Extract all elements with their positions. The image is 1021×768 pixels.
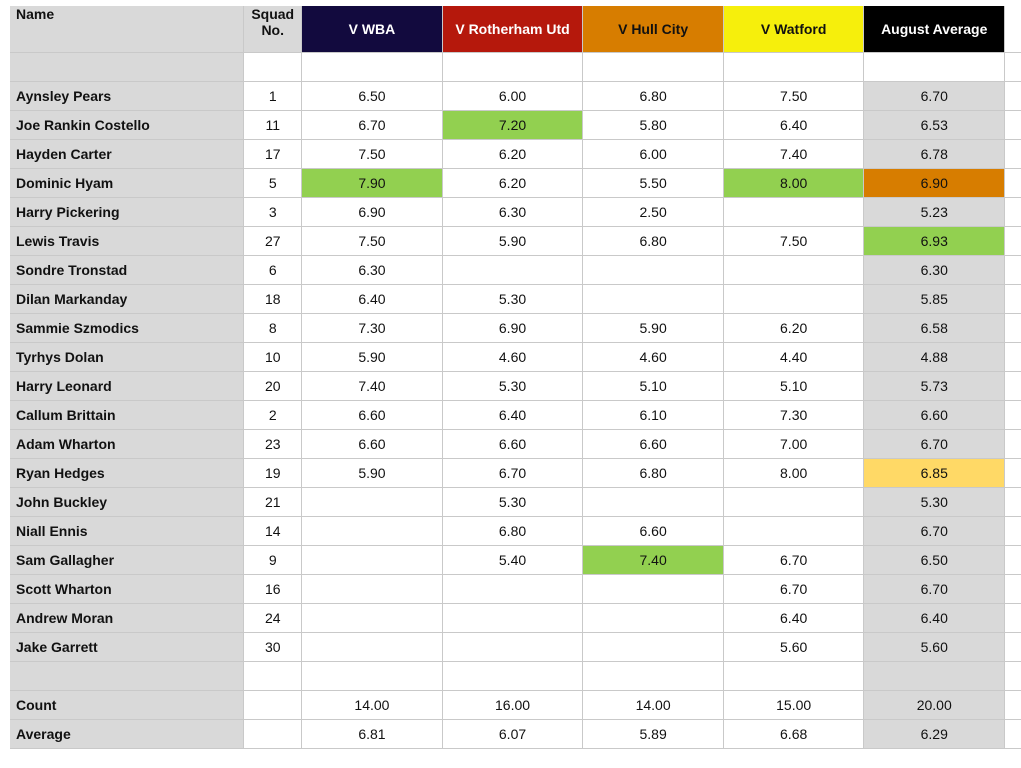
average-cell[interactable]: 5.23 <box>864 198 1005 227</box>
average-cell[interactable]: 6.85 <box>864 459 1005 488</box>
empty-column-cell[interactable] <box>1005 227 1021 256</box>
empty-column-cell[interactable] <box>1005 140 1021 169</box>
rating-cell[interactable]: 7.50 <box>723 82 864 111</box>
rating-cell[interactable] <box>442 256 583 285</box>
squad-number-cell[interactable]: 14 <box>244 517 302 546</box>
table-row <box>10 82 1021 111</box>
empty-column-cell[interactable] <box>1005 256 1021 285</box>
totals-row <box>10 720 1021 749</box>
totals-label-cell[interactable]: Average <box>10 720 244 749</box>
rating-cell[interactable] <box>442 575 583 604</box>
player-name-cell[interactable]: Sam Gallagher <box>10 546 244 575</box>
rating-cell[interactable]: 6.10 <box>583 401 724 430</box>
rating-cell[interactable]: 6.60 <box>302 401 443 430</box>
blank-row <box>10 662 1021 691</box>
average-cell[interactable]: 6.90 <box>864 169 1005 198</box>
player-name-cell[interactable]: Andrew Moran <box>10 604 244 633</box>
squad-number-cell[interactable]: 10 <box>244 343 302 372</box>
rating-cell[interactable]: 8.00 <box>723 169 864 198</box>
rating-cell[interactable]: 7.00 <box>723 430 864 459</box>
blank-rating-cell[interactable] <box>583 662 724 691</box>
blank-row <box>10 53 1021 82</box>
table-row <box>10 372 1021 401</box>
rating-cell[interactable]: 7.40 <box>302 372 443 401</box>
blank-rating-cell[interactable] <box>302 53 443 82</box>
rating-cell[interactable]: 6.50 <box>302 82 443 111</box>
blank-average-cell[interactable] <box>864 53 1005 82</box>
rating-cell[interactable]: 5.30 <box>442 372 583 401</box>
rating-cell[interactable]: 6.30 <box>442 198 583 227</box>
empty-column-cell[interactable] <box>1005 691 1021 720</box>
totals-squad-cell[interactable] <box>244 691 302 720</box>
rating-cell[interactable]: 6.70 <box>302 111 443 140</box>
table-row <box>10 256 1021 285</box>
empty-column-cell[interactable] <box>1005 53 1021 82</box>
rating-cell[interactable]: 6.70 <box>442 459 583 488</box>
rating-cell[interactable] <box>302 633 443 662</box>
empty-column-cell[interactable] <box>1005 111 1021 140</box>
player-name-cell[interactable]: Tyrhys Dolan <box>10 343 244 372</box>
player-name-cell[interactable]: John Buckley <box>10 488 244 517</box>
squad-number-cell[interactable]: 18 <box>244 285 302 314</box>
squad-number-cell[interactable]: 20 <box>244 372 302 401</box>
empty-column-cell[interactable] <box>1005 633 1021 662</box>
rating-cell[interactable]: 5.10 <box>723 372 864 401</box>
rating-cell[interactable] <box>583 604 724 633</box>
rating-cell[interactable]: 2.50 <box>583 198 724 227</box>
rating-cell[interactable] <box>442 633 583 662</box>
player-name-cell[interactable]: Harry Pickering <box>10 198 244 227</box>
rating-cell[interactable]: 7.30 <box>723 401 864 430</box>
empty-column-cell[interactable] <box>1005 604 1021 633</box>
rating-cell[interactable]: 5.10 <box>583 372 724 401</box>
table-row <box>10 285 1021 314</box>
totals-value-cell[interactable]: 15.00 <box>723 691 864 720</box>
header-squad-line1: Squad <box>251 6 295 22</box>
rating-cell[interactable]: 6.80 <box>583 82 724 111</box>
totals-row <box>10 691 1021 720</box>
squad-number-cell[interactable]: 17 <box>244 140 302 169</box>
average-cell[interactable]: 6.50 <box>864 546 1005 575</box>
table-row <box>10 198 1021 227</box>
squad-number-cell[interactable]: 11 <box>244 111 302 140</box>
table-row <box>10 633 1021 662</box>
average-cell[interactable]: 6.60 <box>864 401 1005 430</box>
rating-cell[interactable] <box>723 285 864 314</box>
rating-cell[interactable]: 8.00 <box>723 459 864 488</box>
average-cell[interactable]: 6.53 <box>864 111 1005 140</box>
empty-column-cell[interactable] <box>1005 401 1021 430</box>
header-squad-line2: No. <box>261 22 284 38</box>
player-name-cell[interactable]: Harry Leonard <box>10 372 244 401</box>
average-cell[interactable]: 6.30 <box>864 256 1005 285</box>
empty-column-cell[interactable] <box>1005 459 1021 488</box>
player-name-cell[interactable]: Dominic Hyam <box>10 169 244 198</box>
average-cell[interactable]: 6.58 <box>864 314 1005 343</box>
totals-value-cell[interactable]: 6.81 <box>302 720 443 749</box>
rating-cell[interactable] <box>302 517 443 546</box>
squad-number-cell[interactable]: 30 <box>244 633 302 662</box>
rating-cell[interactable]: 5.80 <box>583 111 724 140</box>
empty-column-cell[interactable] <box>1005 430 1021 459</box>
rating-cell[interactable]: 7.40 <box>583 546 724 575</box>
table-row <box>10 140 1021 169</box>
rating-cell[interactable]: 5.90 <box>583 314 724 343</box>
empty-column-cell[interactable] <box>1005 314 1021 343</box>
table-row <box>10 111 1021 140</box>
rating-cell[interactable]: 6.40 <box>442 401 583 430</box>
header-row <box>10 6 1021 53</box>
rating-cell[interactable]: 5.40 <box>442 546 583 575</box>
player-name-cell[interactable]: Adam Wharton <box>10 430 244 459</box>
rating-cell[interactable] <box>723 488 864 517</box>
player-ratings-table <box>10 6 1021 749</box>
rating-cell[interactable] <box>583 575 724 604</box>
empty-column-cell[interactable] <box>1005 546 1021 575</box>
table-row <box>10 488 1021 517</box>
rating-cell[interactable] <box>583 256 724 285</box>
rating-cell[interactable] <box>723 198 864 227</box>
rating-cell[interactable]: 6.60 <box>442 430 583 459</box>
average-cell[interactable]: 6.40 <box>864 604 1005 633</box>
rating-cell[interactable]: 6.60 <box>583 517 724 546</box>
average-cell[interactable]: 4.88 <box>864 343 1005 372</box>
average-cell[interactable]: 6.70 <box>864 430 1005 459</box>
average-cell[interactable]: 5.30 <box>864 488 1005 517</box>
header-match-hull[interactable]: V Hull City <box>583 6 724 53</box>
empty-column-cell[interactable] <box>1005 488 1021 517</box>
rating-cell[interactable]: 6.90 <box>442 314 583 343</box>
header-match-watford[interactable]: V Watford <box>723 6 864 53</box>
table-row <box>10 401 1021 430</box>
table-row <box>10 343 1021 372</box>
rating-cell[interactable]: 5.30 <box>442 285 583 314</box>
rating-cell[interactable]: 4.60 <box>442 343 583 372</box>
rating-cell[interactable]: 6.00 <box>583 140 724 169</box>
rating-cell[interactable]: 7.20 <box>442 111 583 140</box>
header-match-wba[interactable]: V WBA <box>302 6 443 53</box>
table-row <box>10 459 1021 488</box>
rating-cell[interactable]: 6.70 <box>723 575 864 604</box>
blank-squad-cell[interactable] <box>244 662 302 691</box>
totals-value-cell[interactable]: 6.68 <box>723 720 864 749</box>
rating-cell[interactable]: 7.50 <box>302 140 443 169</box>
rating-cell[interactable] <box>583 285 724 314</box>
table-row <box>10 430 1021 459</box>
squad-number-cell[interactable]: 27 <box>244 227 302 256</box>
header-name[interactable]: Name <box>10 6 244 53</box>
rating-cell[interactable] <box>302 546 443 575</box>
rating-cell[interactable]: 4.60 <box>583 343 724 372</box>
table-row <box>10 314 1021 343</box>
rating-cell[interactable]: 7.40 <box>723 140 864 169</box>
rating-cell[interactable]: 6.80 <box>583 227 724 256</box>
blank-average-cell[interactable] <box>864 662 1005 691</box>
blank-rating-cell[interactable] <box>442 662 583 691</box>
rating-cell[interactable] <box>583 633 724 662</box>
rating-cell[interactable]: 6.20 <box>442 140 583 169</box>
empty-column-cell[interactable] <box>1005 720 1021 749</box>
rating-cell[interactable]: 4.40 <box>723 343 864 372</box>
rating-cell[interactable]: 6.70 <box>723 546 864 575</box>
totals-label-cell[interactable]: Count <box>10 691 244 720</box>
empty-column-cell[interactable] <box>1005 575 1021 604</box>
squad-number-cell[interactable]: 1 <box>244 82 302 111</box>
player-name-cell[interactable]: Aynsley Pears <box>10 82 244 111</box>
rating-cell[interactable]: 7.50 <box>302 227 443 256</box>
rating-cell[interactable]: 5.50 <box>583 169 724 198</box>
squad-number-cell[interactable]: 24 <box>244 604 302 633</box>
rating-cell[interactable]: 7.50 <box>723 227 864 256</box>
rating-cell[interactable] <box>302 575 443 604</box>
squad-number-cell[interactable]: 2 <box>244 401 302 430</box>
player-name-cell[interactable]: Sondre Tronstad <box>10 256 244 285</box>
blank-rating-cell[interactable] <box>583 53 724 82</box>
totals-value-cell[interactable]: 14.00 <box>583 691 724 720</box>
blank-rating-cell[interactable] <box>723 53 864 82</box>
squad-number-cell[interactable]: 8 <box>244 314 302 343</box>
rating-cell[interactable] <box>723 256 864 285</box>
rating-cell[interactable] <box>583 488 724 517</box>
table-body <box>10 53 1021 749</box>
rating-cell[interactable]: 6.60 <box>302 430 443 459</box>
average-cell[interactable]: 5.73 <box>864 372 1005 401</box>
squad-number-cell[interactable]: 23 <box>244 430 302 459</box>
rating-cell[interactable]: 6.90 <box>302 198 443 227</box>
rating-cell[interactable]: 7.90 <box>302 169 443 198</box>
empty-column-cell[interactable] <box>1005 372 1021 401</box>
blank-squad-cell[interactable] <box>244 53 302 82</box>
blank-rating-cell[interactable] <box>442 53 583 82</box>
rating-cell[interactable]: 5.90 <box>442 227 583 256</box>
average-cell[interactable]: 6.70 <box>864 82 1005 111</box>
rating-cell[interactable] <box>442 604 583 633</box>
table-row <box>10 575 1021 604</box>
rating-cell[interactable]: 6.20 <box>442 169 583 198</box>
average-cell[interactable]: 6.78 <box>864 140 1005 169</box>
squad-number-cell[interactable]: 16 <box>244 575 302 604</box>
rating-cell[interactable] <box>302 488 443 517</box>
rating-cell[interactable]: 6.30 <box>302 256 443 285</box>
average-cell[interactable]: 5.85 <box>864 285 1005 314</box>
empty-column-cell[interactable] <box>1005 198 1021 227</box>
rating-cell[interactable] <box>302 604 443 633</box>
rating-cell[interactable]: 5.60 <box>723 633 864 662</box>
squad-number-cell[interactable]: 21 <box>244 488 302 517</box>
blank-rating-cell[interactable] <box>302 662 443 691</box>
blank-name-cell[interactable] <box>10 662 244 691</box>
table-row <box>10 169 1021 198</box>
rating-cell[interactable]: 6.00 <box>442 82 583 111</box>
totals-value-cell[interactable]: 16.00 <box>442 691 583 720</box>
empty-column-cell[interactable] <box>1005 343 1021 372</box>
rating-cell[interactable]: 6.20 <box>723 314 864 343</box>
player-name-cell[interactable]: Scott Wharton <box>10 575 244 604</box>
table-row <box>10 517 1021 546</box>
rating-cell[interactable]: 6.80 <box>583 459 724 488</box>
table-row <box>10 604 1021 633</box>
totals-squad-cell[interactable] <box>244 720 302 749</box>
header-august-average[interactable]: August Average <box>864 6 1005 53</box>
player-name-cell[interactable]: Joe Rankin Costello <box>10 111 244 140</box>
rating-cell[interactable]: 6.40 <box>302 285 443 314</box>
rating-cell[interactable]: 6.40 <box>723 111 864 140</box>
squad-number-cell[interactable]: 3 <box>244 198 302 227</box>
header-squad-no[interactable] <box>244 6 302 53</box>
totals-value-cell[interactable]: 5.89 <box>583 720 724 749</box>
table-row <box>10 546 1021 575</box>
rating-cell[interactable] <box>723 517 864 546</box>
empty-column-cell[interactable] <box>1005 662 1021 691</box>
totals-value-cell[interactable]: 6.07 <box>442 720 583 749</box>
rating-cell[interactable]: 7.30 <box>302 314 443 343</box>
player-name-cell[interactable]: Dilan Markanday <box>10 285 244 314</box>
empty-column-cell[interactable] <box>1005 285 1021 314</box>
empty-column-cell[interactable] <box>1005 6 1021 53</box>
rating-cell[interactable]: 5.90 <box>302 343 443 372</box>
average-cell[interactable]: 6.70 <box>864 575 1005 604</box>
rating-cell[interactable]: 5.30 <box>442 488 583 517</box>
rating-cell[interactable]: 5.90 <box>302 459 443 488</box>
average-cell[interactable]: 6.93 <box>864 227 1005 256</box>
squad-number-cell[interactable]: 19 <box>244 459 302 488</box>
totals-value-cell[interactable]: 14.00 <box>302 691 443 720</box>
totals-average-cell[interactable]: 6.29 <box>864 720 1005 749</box>
rating-cell[interactable]: 6.80 <box>442 517 583 546</box>
squad-number-cell[interactable]: 5 <box>244 169 302 198</box>
player-name-cell[interactable]: Hayden Carter <box>10 140 244 169</box>
blank-rating-cell[interactable] <box>723 662 864 691</box>
average-cell[interactable]: 5.60 <box>864 633 1005 662</box>
empty-column-cell[interactable] <box>1005 169 1021 198</box>
squad-number-cell[interactable]: 9 <box>244 546 302 575</box>
empty-column-cell[interactable] <box>1005 82 1021 111</box>
player-name-cell[interactable]: Callum Brittain <box>10 401 244 430</box>
table-row <box>10 227 1021 256</box>
player-name-cell[interactable]: Sammie Szmodics <box>10 314 244 343</box>
header-match-rotherham[interactable]: V Rotherham Utd <box>442 6 583 53</box>
empty-column-cell[interactable] <box>1005 517 1021 546</box>
rating-cell[interactable]: 6.60 <box>583 430 724 459</box>
player-name-cell[interactable]: Lewis Travis <box>10 227 244 256</box>
player-name-cell[interactable]: Jake Garrett <box>10 633 244 662</box>
average-cell[interactable]: 6.70 <box>864 517 1005 546</box>
player-name-cell[interactable]: Ryan Hedges <box>10 459 244 488</box>
squad-number-cell[interactable]: 6 <box>244 256 302 285</box>
rating-cell[interactable]: 6.40 <box>723 604 864 633</box>
player-name-cell[interactable]: Niall Ennis <box>10 517 244 546</box>
totals-average-cell[interactable]: 20.00 <box>864 691 1005 720</box>
blank-name-cell[interactable] <box>10 53 244 82</box>
